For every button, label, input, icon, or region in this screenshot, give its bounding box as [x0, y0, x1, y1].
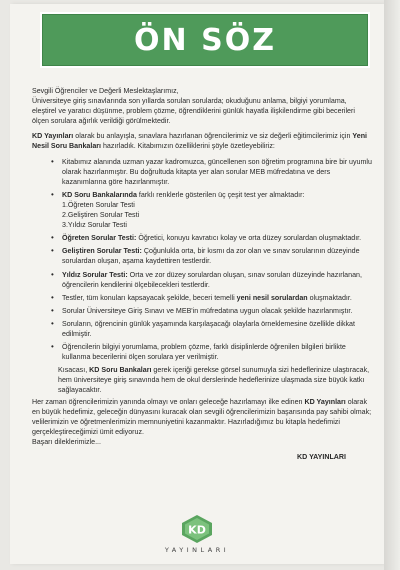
feature-text: Testler, tüm konuları kapsayacak şekilde, beceri temelli [62, 293, 237, 302]
feature-item: • Kitabımız alanında uzman yazar kadromuzca, güncellenen son öğretim programına bire bir uyumlu olarak hazırlanmıştır. Bu doğrultuda kitapta yer alan sorular MEB müfredatına ve ders kazanımlarına göre hazırlanmıştır. [56, 157, 372, 187]
feature-text: Öğretici, konuyu kavratıcı kolay ve orta düzey sorulardan oluşmaktadır. [136, 234, 362, 243]
feature-list [32, 157, 372, 363]
feature-text: farklı renklerle gösterilen üç çeşit test yer almaktadır: [136, 190, 305, 199]
kd-logo-icon [180, 514, 214, 544]
test-type-2: 2.Geliştiren Sorular Testi [62, 211, 140, 220]
feature-item: • Sorular Üniversiteye Giriş Sınavı ve MEB'in müfredatına uygun olacak şekilde hazırlanmıştır. [56, 306, 372, 316]
preface-body [32, 86, 372, 462]
publisher-logo [10, 514, 384, 554]
closing-brand: KD Yayınları [304, 397, 346, 406]
feature-item [56, 190, 372, 230]
feature-item: • Öğrencilerin bilgiyi yorumlama, problem çözme, farklı disiplinlerde öğrenilen bilgileri birlikte kullanma becerilerini ölçen sorulara yer verilmiştir. [56, 342, 372, 362]
closing-wish: Başarı dileklerimizle... [32, 437, 101, 446]
feature-text: Çoğunlukla orta, bir kısmı da zor olan ve sınav sorularının düzeyinde sorulardan oluşan, aşama kaydettiren testlerdir. [62, 247, 360, 266]
intro-text-1: olarak bu anlayışla, sınavlara hazırlanan öğrencilerimiz ve siz değerli eğitimcilerimiz için [73, 132, 353, 141]
brand-name: KD Yayınları [32, 132, 74, 141]
logo-wordmark: YAYINLARI [164, 546, 230, 554]
summary-bold: KD Soru Bankaları [89, 366, 152, 375]
greeting-line: Sevgili Öğrenciler ve Değerli Meslektaşlarımız, [32, 87, 179, 95]
feature-item [56, 293, 372, 303]
feature-bold: Öğreten Sorular Testi: [62, 234, 137, 243]
feature-item [56, 233, 372, 243]
feature-bold: Yıldız Sorular Testi: [62, 270, 128, 279]
feature-item [56, 270, 372, 290]
test-type-1: 1.Öğreten Sorular Testi [62, 200, 135, 209]
page [10, 4, 384, 564]
series-name: Yeni Nesil Soru Bankaları [32, 132, 368, 151]
feature-bold: yeni nesil sorulardan [236, 293, 308, 302]
feature-text: Orta ve zor düzey sorulardan oluşan, sınav soruları düzeyinde hazırlanan, öğrencilerin kendilerini ölçebilecekleri testlerdir. [62, 270, 362, 289]
title-banner [40, 12, 370, 68]
page-title: ÖN SÖZ [134, 22, 276, 58]
test-type-3: 3.Yıldız Sorular Testi [62, 221, 127, 230]
feature-bold: Geliştiren Sorular Testi: [62, 247, 142, 256]
logo-mark-text: KD [188, 523, 206, 537]
closing-text-1: Her zaman öğrencilerimizin yanında olmayı ve onları geleceğe hazırlamayı ilke edinen [32, 397, 305, 406]
feature-item [56, 246, 372, 266]
summary-text-1: Kısacası, [58, 366, 90, 375]
intro-text-2: hazırladık. Kitabımızın özelliklerini şöyle özetleyebiliriz: [101, 142, 275, 151]
closing-paragraph [32, 397, 372, 437]
intro-paragraph [32, 131, 372, 151]
feature-item: • Soruların, öğrencinin günlük yaşamında karşılaşacağı olaylarla örneklemesine özellikle dikkat edilmiştir. [56, 319, 372, 339]
feature-text: oluşmaktadır. [307, 293, 352, 302]
closing-text-2: olarak en büyük hedefimiz, geleceğin dünyasını kuracak olan sevgili öğrencilerimizin başarısında pay sahibi olmak; velilerimizin ve öğretmenlerimizin memnuniyetini kazanmaktır. Hazırladığımız bu kitapla hedefimizi gerçekleştireceğimizi ümit ediyoruz. [32, 397, 372, 436]
book-spine-edge [384, 0, 400, 570]
summary-text-2: gerek içeriği gerekse görsel sunumuyla sizi hedeflerinize ulaştıracak, hem üniversiteye giriş sınavında hem de okul derslerinde hedeflerinize ulaşmada size büyük katkı sağlayacaktır. [58, 366, 370, 395]
signature: KD YAYINLARI [296, 453, 346, 461]
greeting-paragraph: Üniversiteye giriş sınavlarında son yıllarda sorulan sorularda; okuduğunu anlama, bilgiyi yorumlama, eleştirel ve yaratıcı düşünme, problem çözme, öğrendiklerini günlük hayatla ilişkilendirme gibi becerileri ölçen sorulara ağırlık verildiği görülmektedir. [32, 97, 355, 126]
summary-paragraph [32, 365, 372, 395]
feature-bold: KD Soru Bankalarında [62, 190, 137, 199]
